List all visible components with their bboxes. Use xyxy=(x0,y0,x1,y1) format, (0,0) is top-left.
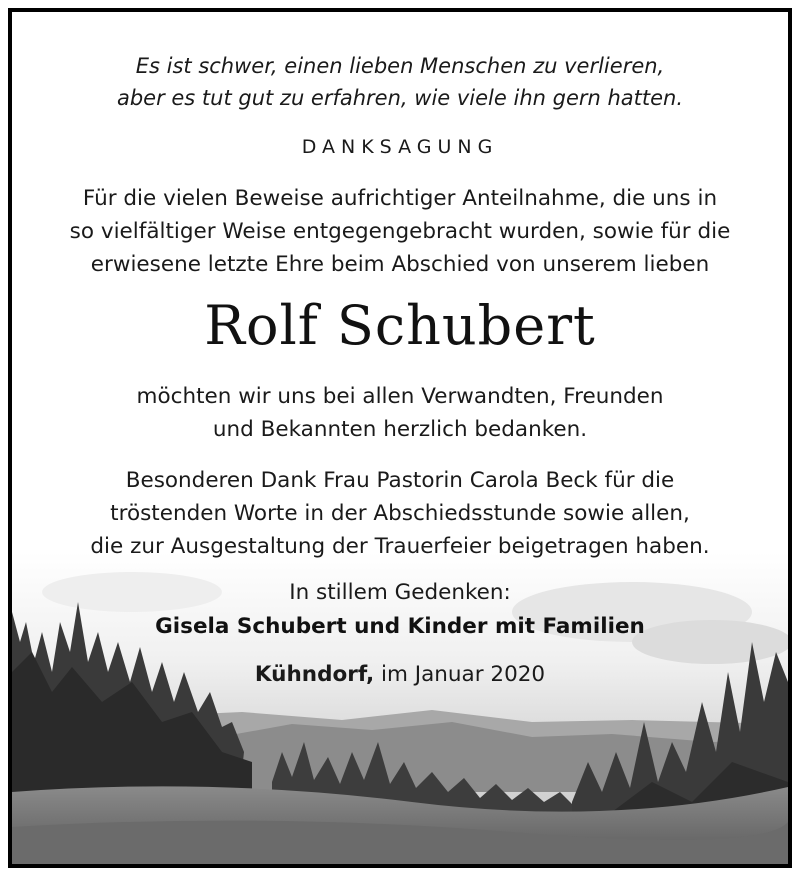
quote-line: Es ist schwer, einen lieben Menschen zu verlieren, xyxy=(135,54,665,78)
text-line: möchten wir uns bei allen Verwandten, Freunden xyxy=(136,384,664,409)
text-line: Für die vielen Beweise aufrichtiger Anteilnahme, die uns in xyxy=(82,186,718,211)
obituary-notice xyxy=(8,8,792,868)
notice-date: im Januar 2020 xyxy=(374,662,546,687)
text-line: die zur Ausgestaltung der Trauerfeier beigetragen haben. xyxy=(90,534,710,559)
place-date-line xyxy=(12,660,788,690)
opening-quote xyxy=(12,50,788,114)
signature-names: Gisela Schubert und Kinder mit Familien xyxy=(155,614,645,639)
thanks-continued-paragraph xyxy=(12,380,788,446)
notice-heading: DANKSAGUNG xyxy=(301,136,499,158)
text-line: erwiesene letzte Ehre beim Abschied von unserem lieben xyxy=(90,252,710,277)
text-line: so vielfältiger Weise entgegengebracht wurden, sowie für die xyxy=(69,219,731,244)
thanks-paragraph xyxy=(12,182,788,281)
text-line: tröstenden Worte in der Abschiedsstunde sowie allen, xyxy=(110,501,690,526)
text-line: Besonderen Dank Frau Pastorin Carola Beck für die xyxy=(125,468,675,493)
special-thanks-paragraph xyxy=(12,464,788,563)
text-line: und Bekannten herzlich bedanken. xyxy=(212,417,588,442)
quote-line: aber es tut gut zu erfahren, wie viele ihn gern hatten. xyxy=(116,86,684,110)
deceased-name: Rolf Schubert xyxy=(204,294,596,357)
place-name: Kühndorf, xyxy=(254,662,375,687)
signature-intro: In stillem Gedenken: xyxy=(289,580,511,605)
